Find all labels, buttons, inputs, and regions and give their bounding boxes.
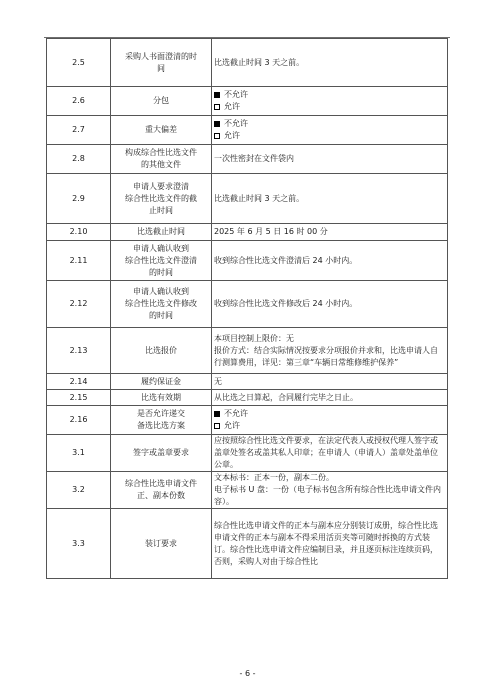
item-name bbox=[111, 328, 212, 374]
item-number: 2.10 bbox=[47, 224, 111, 241]
item-name bbox=[111, 509, 212, 579]
item-content bbox=[212, 39, 448, 87]
item-name-line: 的其他文件 bbox=[141, 160, 181, 169]
item-content bbox=[212, 435, 448, 472]
content-line: 收到综合性比选文件澄清后 24 小时内。 bbox=[214, 255, 358, 265]
table-row bbox=[47, 328, 448, 374]
item-content bbox=[212, 406, 448, 435]
item-name-line: 申请人确认收到 bbox=[133, 287, 189, 296]
table-row bbox=[47, 509, 448, 579]
content-line: 比选截止时间 3 天之前。 bbox=[214, 193, 305, 203]
item-number: 2.8 bbox=[47, 145, 111, 174]
option-label: 允许 bbox=[224, 102, 240, 111]
item-number: 2.7 bbox=[47, 116, 111, 145]
item-number: 3.1 bbox=[47, 435, 111, 472]
item-name-line: 的时间 bbox=[149, 267, 173, 277]
checked-box-icon bbox=[214, 121, 220, 127]
option bbox=[214, 408, 445, 420]
option bbox=[214, 130, 445, 142]
table-row bbox=[47, 87, 448, 116]
content-line: 一次性密封在文件袋内 bbox=[214, 154, 294, 163]
item-name-line: 的时间 bbox=[149, 311, 173, 320]
item-name bbox=[111, 145, 212, 174]
item-name bbox=[111, 39, 212, 87]
option bbox=[214, 89, 445, 101]
option-label: 允许 bbox=[224, 131, 240, 140]
item-content bbox=[212, 87, 448, 116]
checked-box-icon bbox=[214, 411, 220, 417]
item-name bbox=[111, 406, 212, 435]
item-content bbox=[212, 241, 448, 281]
table-row bbox=[47, 374, 448, 390]
unchecked-box-icon bbox=[214, 423, 220, 429]
checked-box-icon bbox=[214, 92, 220, 98]
table-row bbox=[47, 145, 448, 174]
item-content bbox=[212, 174, 448, 224]
option bbox=[214, 118, 445, 130]
option-label: 不允许 bbox=[224, 409, 248, 418]
item-name-line: 间 bbox=[157, 63, 165, 73]
content-line: 应按照综合性比选文件要求，在法定代表人或授权代理人签字或盖章处签名或盖其私人印章；在申请人（申请人）盖章处盖单位公章。 bbox=[214, 436, 438, 469]
option-label: 不允许 bbox=[224, 119, 248, 128]
item-number: 2.16 bbox=[47, 406, 111, 435]
content-line: 综合性比选申请文件的正本与副本应分别装订成册，综合性比选申请文件的正本与副本不得采用活页夹等可随时拆换的方式装订。综合性比选申请文件应编制目录，并且逐页标注连续页码，否则，采购人对由于综合性比 bbox=[214, 520, 438, 566]
option-label: 不允许 bbox=[224, 90, 248, 99]
item-name-line: 综合性比选文件澄清 bbox=[125, 255, 197, 265]
item-name bbox=[111, 374, 212, 390]
content-line: 报价方式：结合实际情况按要求分项报价并求和，比选申请人自行测算费用，详见：第三章“车辆日常维修维护保养” bbox=[214, 345, 438, 367]
bid-info-table bbox=[46, 38, 448, 579]
table-row bbox=[47, 174, 448, 224]
item-number: 2.14 bbox=[47, 374, 111, 390]
item-number: 3.3 bbox=[47, 509, 111, 579]
item-name-line: 签字或盖章要求 bbox=[133, 448, 189, 457]
table-row bbox=[47, 472, 448, 509]
item-name-line: 是否允许递交 bbox=[137, 409, 185, 418]
item-name bbox=[111, 224, 212, 241]
table-row bbox=[47, 406, 448, 435]
item-name-line: 构成综合性比选文件 bbox=[125, 148, 197, 157]
content-line: 从比选之日算起，合同履行完毕之日止。 bbox=[214, 392, 358, 402]
table-row bbox=[47, 435, 448, 472]
item-name bbox=[111, 87, 212, 116]
item-name-line: 综合性比选文件的截 bbox=[125, 193, 197, 203]
unchecked-box-icon bbox=[214, 104, 220, 110]
page-number: - 6 - bbox=[239, 669, 256, 678]
item-name-line: 备选比选方案 bbox=[137, 421, 185, 430]
item-name-line: 综合性比选文件修改 bbox=[125, 299, 197, 308]
item-number: 3.2 bbox=[47, 472, 111, 509]
table-row bbox=[47, 281, 448, 328]
content-line: 本项目控制上限价：无 bbox=[214, 333, 294, 343]
item-number: 2.15 bbox=[47, 390, 111, 406]
item-content bbox=[212, 281, 448, 328]
item-name bbox=[111, 116, 212, 145]
item-name-line: 履约保证金 bbox=[141, 376, 181, 386]
item-number: 2.6 bbox=[47, 87, 111, 116]
item-content bbox=[212, 328, 448, 374]
item-number: 2.13 bbox=[47, 328, 111, 374]
item-name bbox=[111, 281, 212, 328]
item-number: 2.12 bbox=[47, 281, 111, 328]
content-line: 无 bbox=[214, 376, 222, 386]
item-name bbox=[111, 390, 212, 406]
item-name bbox=[111, 241, 212, 281]
item-name-line: 采购人书面澄清的时 bbox=[125, 51, 197, 61]
option-label: 允许 bbox=[224, 421, 240, 430]
content-line: 2025 年 6 月 5 日 16 时 00 分 bbox=[214, 227, 328, 236]
item-number: 2.5 bbox=[47, 39, 111, 87]
item-content bbox=[212, 509, 448, 579]
item-number: 2.11 bbox=[47, 241, 111, 281]
table-row bbox=[47, 241, 448, 281]
table-row bbox=[47, 224, 448, 241]
item-content bbox=[212, 145, 448, 174]
item-name-line: 分包 bbox=[153, 96, 169, 105]
item-name-line: 比选截止时间 bbox=[137, 227, 185, 236]
content-line: 收到综合性比选文件修改后 24 小时内。 bbox=[214, 299, 358, 308]
option bbox=[214, 101, 445, 113]
table-row bbox=[47, 39, 448, 87]
item-name-line: 比选有效期 bbox=[141, 392, 181, 402]
content-line: 文本标书：正本一份，副本二份。 bbox=[214, 473, 334, 482]
item-name-line: 止时间 bbox=[149, 205, 173, 215]
item-number: 2.9 bbox=[47, 174, 111, 224]
item-name-line: 重大偏差 bbox=[145, 125, 177, 134]
item-name-line: 申请人要求澄清 bbox=[133, 181, 189, 191]
content-line: 比选截止时间 3 天之前。 bbox=[214, 57, 305, 67]
item-name bbox=[111, 435, 212, 472]
content-line: 电子标书 U 盘：一份（电子标书包含所有综合性比选申请文件内容）。 bbox=[214, 485, 441, 506]
item-name-line: 综合性比选申请文件 bbox=[125, 479, 197, 488]
item-content bbox=[212, 116, 448, 145]
table-row bbox=[47, 116, 448, 145]
item-name-line: 比选报价 bbox=[145, 345, 177, 355]
table-row bbox=[47, 390, 448, 406]
item-name bbox=[111, 174, 212, 224]
item-content bbox=[212, 374, 448, 390]
item-content bbox=[212, 390, 448, 406]
option bbox=[214, 420, 445, 432]
item-name-line: 申请人确认收到 bbox=[133, 243, 189, 253]
item-name bbox=[111, 472, 212, 509]
item-content bbox=[212, 472, 448, 509]
item-name-line: 正、副本份数 bbox=[137, 491, 185, 500]
item-name-line: 装订要求 bbox=[145, 538, 177, 548]
unchecked-box-icon bbox=[214, 133, 220, 139]
item-content bbox=[212, 224, 448, 241]
